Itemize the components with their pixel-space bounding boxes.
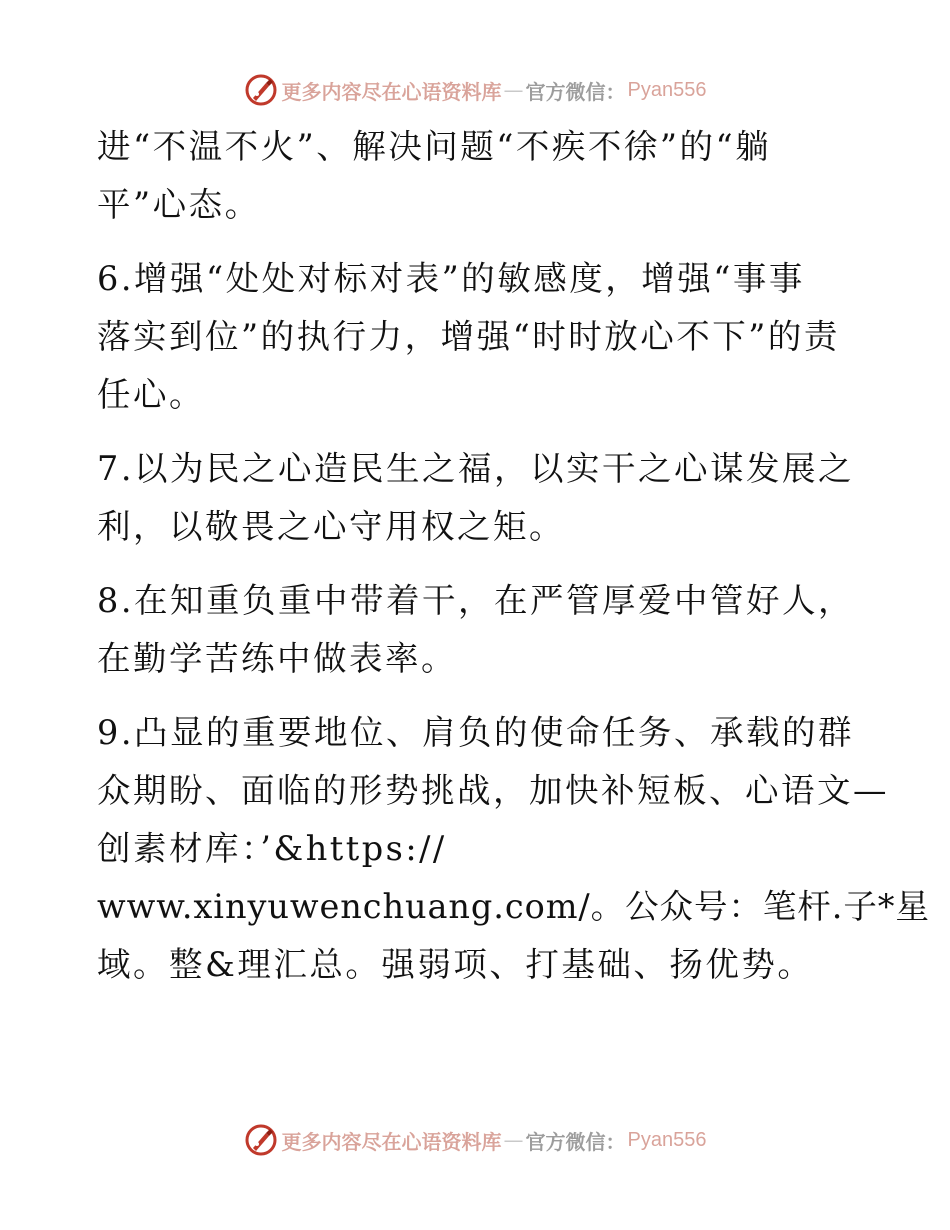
text-line-9: 在勤学苦练中做表率。 bbox=[97, 639, 457, 678]
text-line-1: 进“不温不火”、解决问题“不疾不徐”的“躺 bbox=[97, 127, 772, 166]
text-line-11: 众期盼、面临的形势挑战，加快补短板、心语文— bbox=[97, 771, 889, 810]
watermark-wechat-id: Pyan556 bbox=[627, 1128, 707, 1151]
text-line-8: 8.在知重负重中带着干，在严管厚爱中管好人， bbox=[97, 581, 854, 620]
watermark-main-text: 更多内容尽在心语资料库 bbox=[281, 79, 502, 104]
text-line-7: 利，以敬畏之心守用权之矩。 bbox=[97, 507, 565, 546]
text-line-4: 落实到位”的执行力，增强“时时放心不下”的责 bbox=[97, 317, 840, 356]
footer-watermark bbox=[0, 1122, 950, 1158]
watermark-official-label: 官方微信： bbox=[525, 79, 626, 104]
text-line-2: 平”心态。 bbox=[97, 185, 261, 224]
watermark-wechat-id: Pyan556 bbox=[627, 78, 707, 101]
pen-logo-icon bbox=[244, 1123, 278, 1157]
text-line-6: 7.以为民之心造民生之福，以实干之心谋发展之 bbox=[97, 449, 854, 488]
text-line-12: 创素材库：’&https:// bbox=[97, 829, 447, 868]
text-line-13: www.xinyuwenchuang.com/。公众号：笔杆.子*星 bbox=[97, 887, 930, 926]
watermark-separator: — bbox=[503, 1128, 524, 1152]
watermark-main-text: 更多内容尽在心语资料库 bbox=[281, 1129, 502, 1154]
header-watermark bbox=[0, 72, 950, 108]
watermark-separator: — bbox=[503, 78, 524, 102]
text-line-5: 任心。 bbox=[97, 375, 205, 414]
text-line-10: 9.凸显的重要地位、肩负的使命任务、承载的群 bbox=[97, 713, 854, 752]
text-line-14: 域。整&理汇总。强弱项、打基础、扬优势。 bbox=[97, 945, 814, 984]
text-line-3: 6.增强“处处对标对表”的敏感度，增强“事事 bbox=[97, 259, 805, 298]
watermark-official-label: 官方微信： bbox=[525, 1129, 626, 1154]
pen-logo-icon bbox=[244, 73, 278, 107]
